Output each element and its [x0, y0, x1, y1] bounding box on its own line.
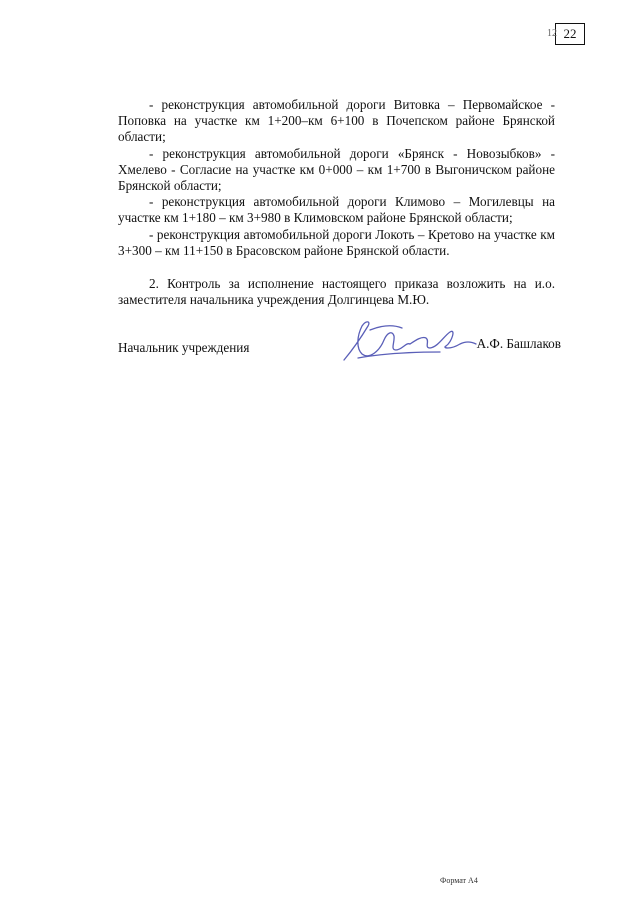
list-item: - реконструкция автомобильной дороги Витовка – Первомайское - Поповка на участке км 1+200–км 6+100 в Почепском районе Брянской области; — [118, 97, 555, 145]
list-item: - реконструкция автомобильной дороги «Брянск - Новозыбков» - Хмелево - Согласие на участке км 0+000 – км 1+700 в Выгоничском районе Брянской области; — [118, 145, 555, 194]
page-number-box — [547, 23, 585, 45]
control-clause: 2. Контроль за исполнение настоящего приказа возложить на и.о. заместителя начальника учреждения Долгинцева М.Ю. — [118, 276, 555, 308]
page-format-label: Формат А4 — [440, 876, 478, 885]
list-item: - реконструкция автомобильной дороги Климово – Могилевцы на участке км 1+180 – км 3+980 в Климовском районе Брянской области; — [118, 194, 555, 226]
list-item: - реконструкция автомобильной дороги Локоть – Кретово на участке км 3+300 – км 11+150 в Брасовском районе Брянской области. — [118, 226, 555, 258]
handwritten-signature — [340, 314, 480, 364]
signatory-title: Начальник учреждения — [118, 340, 250, 355]
page-number-ghost: 12 — [547, 28, 557, 39]
signature-block — [118, 336, 561, 366]
paragraph-gap — [118, 259, 555, 276]
page-number: 22 — [563, 26, 577, 41]
signatory-name: А.Ф. Башлаков — [476, 336, 561, 351]
document-body — [118, 97, 555, 308]
